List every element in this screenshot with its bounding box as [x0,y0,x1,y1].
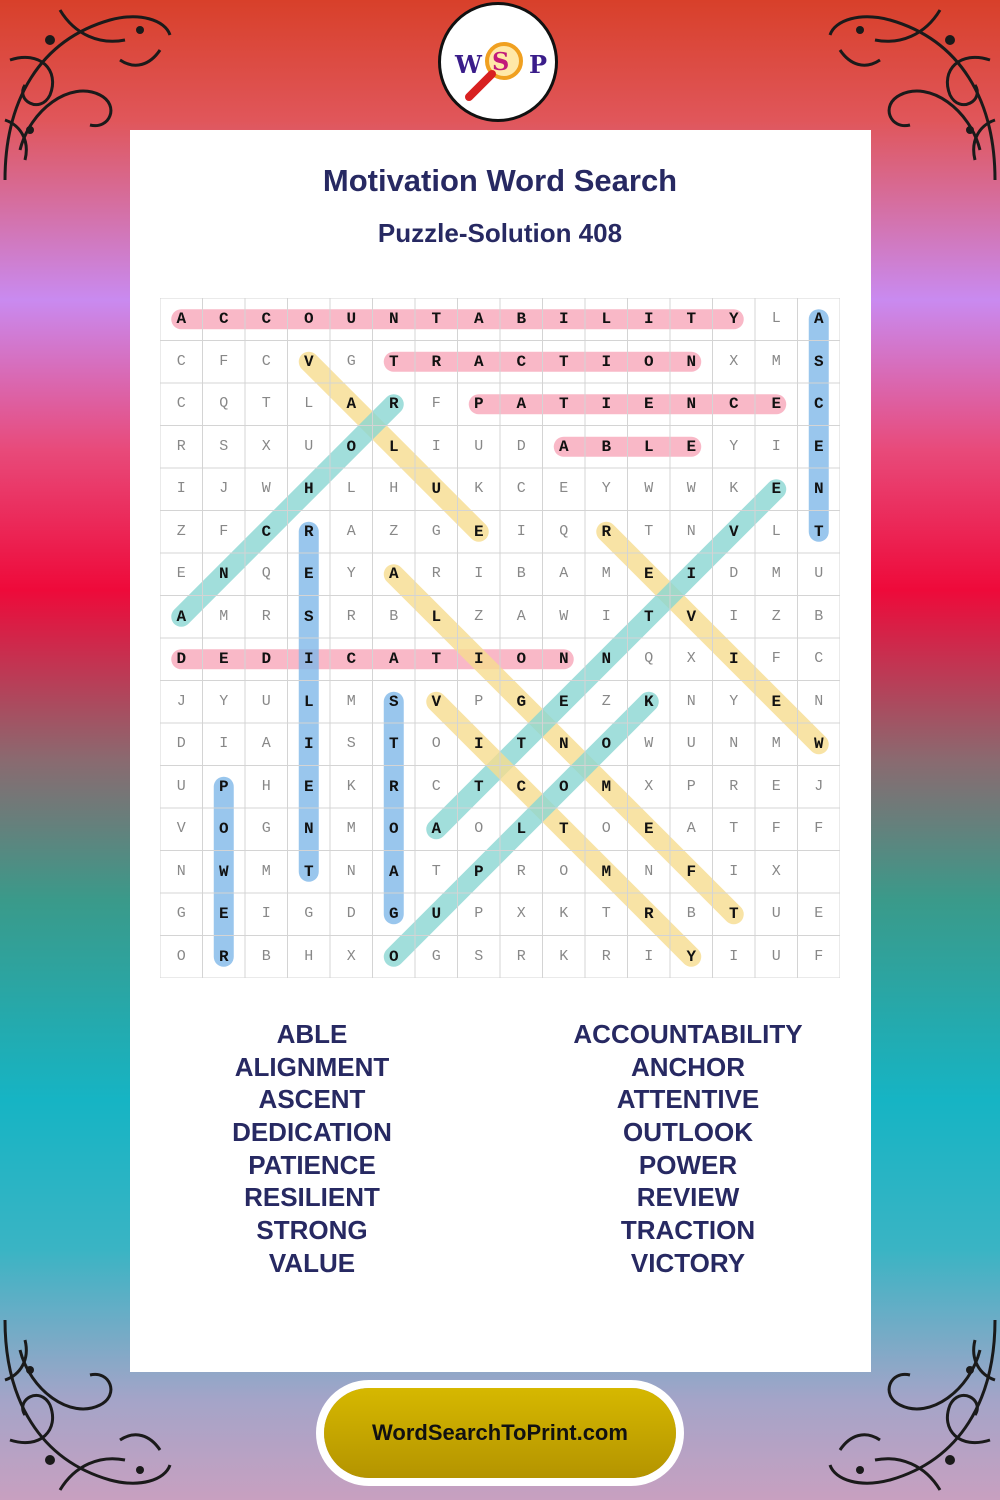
grid-cell: O [558,777,569,796]
grid-cell: I [516,522,526,540]
grid-cell: M [601,565,611,582]
grid-cell: R [218,947,229,966]
grid-cell: F [771,820,781,837]
grid-cell: N [729,735,739,752]
grid-cell: D [176,650,187,668]
grid-cell: N [176,862,186,880]
grid-cell: O [516,650,527,668]
grid-cell: O [176,947,186,965]
grid-cell: C [261,310,272,328]
grid-cell: A [261,735,271,752]
page-subtitle: Puzzle-Solution 408 [377,218,623,248]
grid-cell: L [643,437,654,456]
logo-letter-w: W [455,50,482,79]
grid-cell: I [729,862,739,880]
grid-cell: N [644,862,654,880]
grid-cell: V [176,820,186,837]
grid-cell: N [686,522,696,540]
grid-cell: C [516,777,527,796]
grid-cell: M [771,735,781,752]
grid-cell: S [474,947,484,965]
grid-cell: H [303,480,314,498]
grid-cell: F [219,522,229,540]
grid-cell: E [686,437,697,456]
grid-cell: S [813,352,824,371]
grid-cell: M [601,862,612,881]
grid-cell: K [474,480,484,497]
grid-cell: P [473,862,484,881]
grid-cell: F [814,820,824,837]
grid-cell: I [303,735,314,753]
grid-cell: T [388,735,399,753]
grid-cell: Z [474,607,484,625]
logo-letter-s: S [492,47,510,76]
grid-cell: S [388,692,399,711]
word-list-item: RESILIENT [244,1182,380,1213]
grid-cell: T [558,820,569,838]
grid-cell: G [388,905,399,923]
grid-cell: I [473,735,484,753]
grid-cell: R [516,947,526,965]
grid-cell: E [643,565,654,583]
grid-cell: A [388,565,399,583]
grid-cell: E [814,905,824,922]
word-list-item: ACCOUNTABILITY [573,1019,803,1049]
grid-cell: V [728,522,739,541]
grid-cell: V [431,692,442,711]
grid-cell: I [644,947,654,965]
grid-cell: X [261,437,271,455]
grid-cell: A [346,395,357,413]
word-list-item: DEDICATION [232,1117,392,1148]
grid-cell: C [813,395,824,413]
grid-cell: J [219,480,229,497]
grid-cell: N [218,565,229,583]
grid-cell: H [389,480,399,497]
grid-cell: T [644,522,654,540]
grid-cell: T [729,820,739,837]
grid-cell: I [643,310,654,328]
grid-cell: I [729,947,739,965]
grid-cell: K [729,480,739,497]
grid-cell: B [516,310,527,328]
footer-site-link[interactable]: WordSearchToPrint.com [324,1388,676,1478]
grid-cell: N [814,692,824,710]
grid-cell: E [771,395,782,413]
grid-cell: G [431,947,441,965]
word-list-item: ASCENT [258,1084,366,1115]
grid-cell: O [601,735,612,753]
grid-cell: L [388,437,399,456]
grid-cell: H [261,777,271,795]
grid-cell: R [388,777,399,796]
grid-cell: T [303,862,314,881]
word-list-item: ATTENTIVE [616,1084,760,1115]
grid-cell: X [346,947,356,965]
grid-cell: E [473,522,484,541]
grid-cell: N [558,650,569,668]
grid-cell: C [176,395,186,412]
grid-cell: N [813,480,824,498]
grid-cell: K [559,905,569,922]
grid-cell: C [218,310,229,328]
grid-cell: A [431,820,442,838]
grid-cell: I [771,437,781,455]
grid-cell: F [814,947,824,965]
grid-cell: K [559,947,569,965]
word-list-left [162,1018,462,1280]
grid-cell: N [388,310,399,328]
word-list-item: PATIENCE [248,1149,376,1180]
grid-cell: F [686,862,697,881]
grid-cell: F [431,395,441,412]
grid-cell: T [473,777,484,796]
grid-cell: A [686,820,696,837]
grid-cell: B [516,565,526,582]
grid-cell: M [261,862,271,880]
grid-cell: Z [389,522,399,540]
grid-cell: O [643,352,654,371]
grid-cell: D [516,437,526,455]
grid-cell: P [474,692,484,710]
grid-cell: E [559,480,569,497]
grid-cell: W [261,480,271,497]
grid-cell: Y [729,437,739,455]
grid-cell: Z [601,692,611,710]
grid-cell: Y [729,692,739,710]
grid-cell: V [686,607,697,626]
grid-cell: I [219,735,229,752]
grid-cell: X [771,862,781,880]
grid-cell: S [303,607,314,626]
grid-cell: T [388,352,399,371]
grid-cell: G [176,905,186,922]
grid-cell: Z [176,522,186,540]
grid-cell: R [516,862,526,880]
grid-cell: O [601,820,611,837]
word-list-item: STRONG [256,1215,368,1246]
grid-cell: W [644,480,654,497]
grid-cell: I [261,905,271,922]
grid-cell: B [686,905,696,922]
grid-cell: L [304,395,314,412]
grid-cell: P [474,905,484,922]
grid-cell: A [813,310,824,328]
word-list-item: ANCHOR [630,1051,746,1082]
grid-cell: Z [771,607,781,625]
grid-cell: P [218,777,229,796]
grid-cell: W [813,735,824,753]
grid-cell: D [176,735,186,752]
grid-cell: U [431,480,442,498]
grid-cell: E [303,565,314,583]
grid-cell: E [771,692,782,711]
grid-cell: I [728,650,739,668]
grid-cell: I [601,607,611,625]
grid-cell: E [771,480,782,498]
grid-cell: T [643,607,654,626]
grid-cell: E [218,905,229,923]
grid-cell: P [473,395,484,413]
grid-cell: E [303,777,314,796]
grid-cell: G [304,905,314,922]
grid-cell: D [346,905,356,922]
word-list-item: POWER [638,1149,738,1180]
word-list-item: ABLE [276,1019,348,1049]
grid-cell: R [303,522,314,541]
word-list-item: VICTORY [630,1247,746,1278]
grid-cell: C [516,480,526,497]
grid-cell: B [261,947,271,965]
grid-cell: V [303,352,314,371]
grid-cell: I [473,650,484,668]
grid-cell: R [431,565,441,582]
grid-cell: G [261,820,271,837]
grid-cell: F [219,352,229,370]
grid-cell: T [431,310,442,328]
grid-cell: N [686,395,697,413]
grid-cell: Y [686,947,697,966]
grid-cell: I [601,395,612,413]
grid-cell: R [431,352,442,371]
grid-cell: I [431,437,441,455]
grid-cell: I [558,310,569,328]
grid-cell: W [686,480,696,497]
grid-cell: O [303,310,314,328]
grid-cell: I [686,565,697,583]
grid-cell: E [813,437,824,456]
grid-cell: T [686,310,697,328]
grid-cell: R [176,437,186,455]
grid-cell: N [686,692,696,710]
grid-cell: A [346,522,356,540]
grid-cell: N [601,650,612,668]
grid-cell: L [601,310,612,328]
grid-cell: B [814,607,824,625]
grid-cell: G [431,522,441,540]
grid-cell: T [813,522,824,541]
grid-cell: H [304,947,314,965]
grid-cell: A [388,862,399,881]
grid-cell: O [218,820,229,838]
grid-cell: W [559,607,569,625]
grid-cell: U [346,310,357,328]
grid-cell: L [771,310,781,327]
grid-cell: O [559,862,569,880]
logo-letter-p: P [529,50,548,79]
grid-cell: I [176,480,186,497]
grid-cell: C [346,650,357,668]
grid-cell: U [686,735,696,752]
grid-cell: R [643,905,654,923]
grid-cell: U [474,437,484,455]
page-title: Motivation Word Search [322,163,678,198]
grid-cell: J [176,692,186,710]
word-list-item: REVIEW [636,1182,740,1213]
grid-cell: K [346,777,356,795]
grid-cell: B [389,607,399,625]
grid-cell: R [261,607,271,625]
grid-cell: A [176,310,187,328]
grid-cell: U [771,905,781,922]
grid-cell: R [388,395,399,413]
grid-cell: A [516,607,526,625]
grid-cell: O [474,820,484,837]
grid-cell: G [516,692,527,711]
word-list-right [538,1018,838,1280]
grid-cell: T [431,650,442,668]
grid-cell: Y [728,310,739,328]
grid-cell: G [346,352,356,370]
grid-cell: O [346,437,357,456]
grid-cell: N [346,862,356,880]
grid-cell: W [644,735,654,752]
grid-cell: X [516,905,526,922]
grid-cell: U [814,565,824,582]
grid-cell: N [558,735,569,753]
grid-cell: J [814,777,824,795]
word-list-item: TRACTION [620,1215,756,1246]
grid-cell: Y [601,480,611,497]
grid-cell: M [771,352,781,370]
grid-cell: A [559,565,569,582]
grid-cell: N [303,820,314,838]
grid-cell: U [261,692,271,710]
grid-cell: M [219,607,229,625]
word-list-item: OUTLOOK [623,1117,753,1148]
grid-cell: E [558,692,569,711]
grid-cell: L [303,692,314,711]
grid-cell: R [601,947,611,965]
grid-cell: M [346,820,356,837]
grid-cell: L [516,820,527,838]
grid-cell: M [601,777,612,796]
grid-cell: U [771,947,781,965]
grid-cell: U [176,777,186,795]
grid-cell: O [388,947,399,966]
grid-cell: C [261,522,272,541]
grid-cell: C [814,650,824,667]
grid-cell: C [516,352,527,371]
grid-cell: U [304,437,314,455]
grid-cell: I [729,607,739,625]
grid-cell: B [601,437,612,456]
grid-cell: P [686,777,696,795]
grid-cell: T [261,395,271,412]
grid-cell: R [346,607,356,625]
grid-cell: Q [261,565,271,582]
grid-cell: I [601,352,612,371]
grid-cell: Q [644,650,654,667]
grid-cell: T [558,352,569,371]
grid-cell: T [558,395,569,413]
grid-cell: T [431,862,441,880]
grid-cell: L [771,522,781,540]
grid-cell: E [643,395,654,413]
grid-cell: T [516,735,527,753]
grid-cell: W [218,862,229,881]
grid-cell: A [558,437,569,456]
grid-cell: A [473,310,484,328]
grid-cell: D [261,650,272,668]
grid-cell: O [388,820,399,838]
grid-cell: E [771,777,781,795]
grid-cell: S [219,437,229,455]
grid-cell: M [346,692,356,710]
grid-cell: A [473,352,484,371]
grid-cell: C [261,352,271,370]
grid-cell: K [643,692,654,711]
grid-cell: A [516,395,527,413]
grid-cell: I [474,565,484,582]
grid-cell: C [176,352,186,370]
word-list-item: VALUE [268,1247,356,1278]
grid-cell: Q [219,395,229,412]
grid-cell: U [431,905,442,923]
site-logo[interactable] [438,2,558,122]
grid-cell: A [176,607,187,626]
grid-cell: T [601,905,611,922]
grid-cell: X [644,777,654,795]
grid-cell: X [686,650,696,667]
grid-cell: R [729,777,739,795]
grid-cell: X [729,352,739,370]
grid-cell: C [728,395,739,413]
grid-cell: Y [346,565,356,582]
word-list-item: ALIGNMENT [234,1051,390,1082]
grid-cell: R [601,522,612,541]
grid-cell: L [346,480,356,497]
grid-cell: Y [219,692,229,710]
grid-cell: I [303,650,314,668]
word-search-grid [160,298,840,978]
grid-cell: E [218,650,229,668]
grid-cell: L [431,607,442,626]
grid-cell: O [431,735,441,752]
grid-cell: E [176,565,186,582]
grid-cell: Q [559,522,569,540]
grid-cell: C [431,777,441,795]
grid-cell: A [388,650,399,668]
grid-cell: S [346,735,356,752]
grid-cell: D [729,565,739,582]
grid-cell: N [686,352,697,371]
grid-cell: T [728,905,739,923]
grid-cell: M [771,565,781,582]
grid-cell: F [771,650,781,667]
grid-cell: E [643,820,654,838]
